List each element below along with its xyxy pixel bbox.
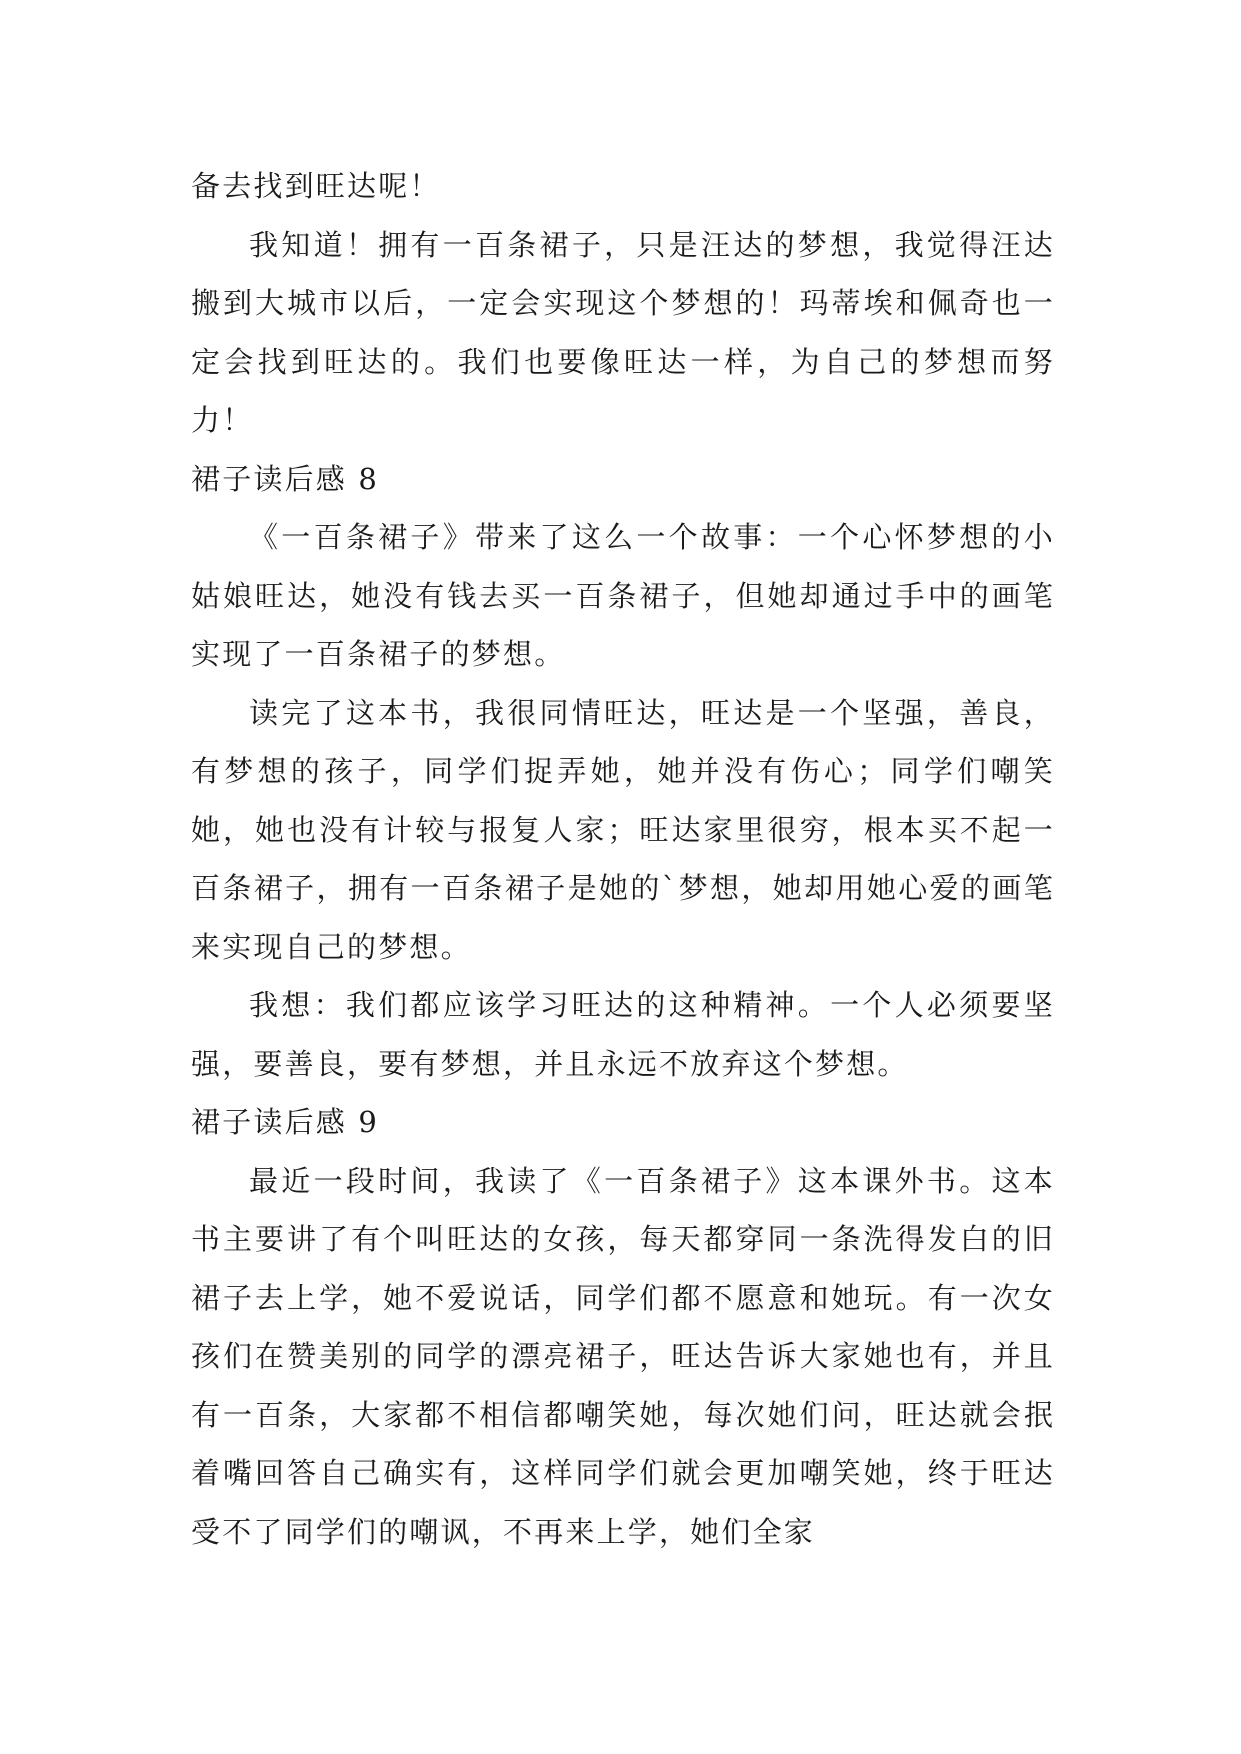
section-heading-8: 裙子读后感 8 <box>191 461 380 496</box>
paragraph: 最近一段时间，我读了《一百条裙子》这本课外书。这本书主要讲了有个叫旺达的女孩，每天都穿同一条洗得发白的旧裙子去上学，她不爱说话，同学们都不愿意和她玩。有一次女孩们在赞美别的同学的漂亮裙子，旺达告诉大家她也有，并且有一百条，大家都不相信都嘲笑她，每次她们问，旺达就会抿着嘴回答自己确实有，这样同学们就会更加嘲笑她，终于旺达受不了同学们的嘲讽，不再来上学，她们全家 <box>191 1163 1055 1549</box>
paragraph: 读完了这本书，我很同情旺达，旺达是一个坚强，善良，有梦想的孩子，同学们捉弄她，她并没有伤心；同学们嘲笑她，她也没有计较与报复人家；旺达家里很穷，根本买不起一百条裙子，拥有一百条裙子是她的`梦想，她却用她心爱的画笔来实现自己的梦想。 <box>191 695 1055 964</box>
section-heading-9: 裙子读后感 9 <box>191 1105 380 1139</box>
document-body <box>191 157 1055 1561</box>
paragraph: 我知道！拥有一百条裙子，只是汪达的梦想，我觉得汪达搬到大城市以后，一定会实现这个梦想的！玛蒂埃和佩奇也一定会找到旺达的。我们也要像旺达一样，为自己的梦想而努力！ <box>191 227 1055 437</box>
paragraph-continuation: 备去找到旺达呢！ <box>191 169 441 203</box>
paragraph: 《一百条裙子》带来了这么一个故事：一个心怀梦想的小姑娘旺达，她没有钱去买一百条裙子，但她却通过手中的画笔实现了一百条裙子的梦想。 <box>191 520 1055 671</box>
paragraph: 我想：我们都应该学习旺达的这种精神。一个人必须要坚强，要善良，要有梦想，并且永远不放弃这个梦想。 <box>191 988 1055 1081</box>
